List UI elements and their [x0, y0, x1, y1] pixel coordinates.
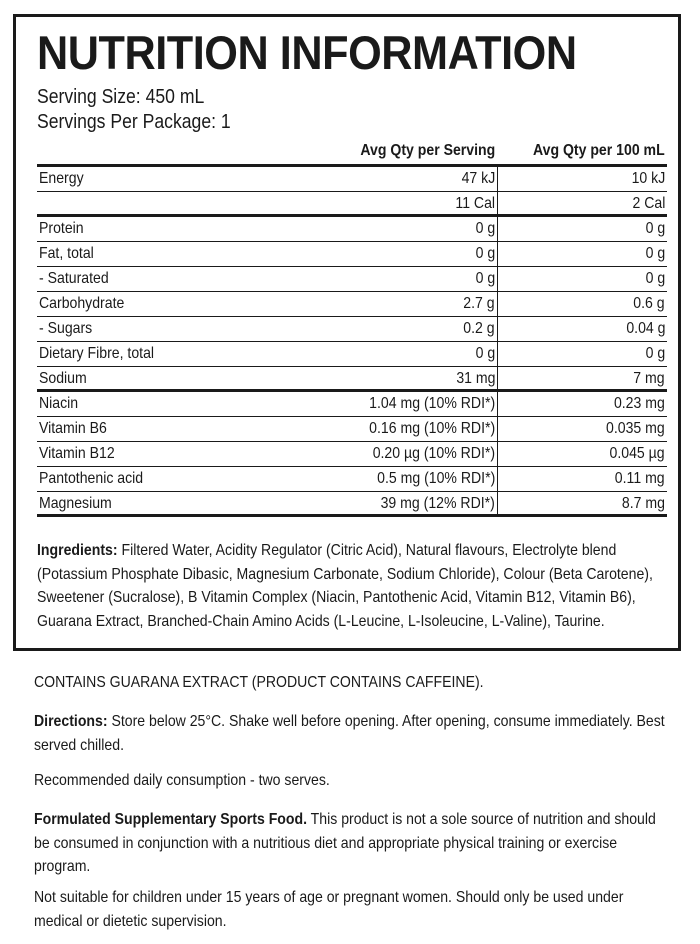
row-label: Pantothenic acid [39, 470, 144, 487]
panel-title: NUTRITION INFORMATION [37, 26, 577, 79]
row-per-100ml: 7 mg [633, 370, 665, 387]
formulated-text: This product is not a sole source of nutrition and should be consumed in conjunction with a nutritious diet and appropriate physical training or exercise program. [34, 811, 656, 875]
ingredients-list [37, 539, 671, 633]
caffeine-notice: CONTAINS GUARANA EXTRACT (PRODUCT CONTAINS CAFFEINE). [34, 674, 484, 691]
table-row [37, 417, 667, 442]
formulated-statement [34, 808, 668, 879]
row-per-100ml: 0.04 g [625, 320, 665, 337]
directions-label: Directions: [34, 713, 108, 730]
row-per-100ml: 8.7 mg [621, 495, 665, 512]
row-label: Niacin [39, 395, 79, 412]
recommended-consumption: Recommended daily consumption - two serves. [34, 772, 330, 789]
table-row [37, 292, 667, 317]
row-label: Vitamin B6 [39, 420, 107, 437]
row-label: - Saturated [39, 270, 109, 287]
row-per-serving: 0 g [475, 245, 495, 262]
row-per-100ml: 0.6 g [633, 295, 665, 312]
row-per-serving: 1.04 mg (10% RDI*) [369, 395, 495, 412]
table-row [37, 217, 667, 242]
serving-size: Serving Size: 450 mL [37, 86, 205, 108]
row-per-serving: 0 g [475, 220, 495, 237]
row-label: Energy [39, 170, 84, 187]
row-per-serving: 0 g [475, 345, 495, 362]
row-per-100ml: 10 kJ [631, 170, 665, 187]
row-per-100ml: 0.23 mg [614, 395, 665, 412]
header-per-serving: Avg Qty per Serving [360, 142, 495, 159]
row-per-serving: 31 mg [455, 370, 495, 387]
table-row [37, 392, 667, 417]
row-per-100ml: 2 Cal [632, 195, 665, 212]
row-per-100ml: 0.035 mg [606, 420, 665, 437]
table-row [37, 442, 667, 467]
table-row [37, 242, 667, 267]
table-row [37, 342, 667, 367]
table-header-row [37, 139, 667, 167]
row-per-100ml: 0 g [645, 270, 665, 287]
row-label: Carbohydrate [39, 295, 125, 312]
row-per-serving: 0.16 mg (10% RDI*) [369, 420, 495, 437]
row-per-100ml: 0 g [645, 345, 665, 362]
row-label: Sodium [39, 370, 87, 387]
row-label: - Sugars [39, 320, 93, 337]
table-row [37, 467, 667, 492]
row-per-serving: 2.7 g [463, 295, 495, 312]
table-row [37, 267, 667, 292]
header-per-100ml: Avg Qty per 100 mL [533, 142, 665, 159]
directions [34, 710, 668, 757]
row-label: Magnesium [39, 495, 112, 512]
row-per-serving: 39 mg (12% RDI*) [380, 495, 495, 512]
row-per-100ml: 0 g [645, 220, 665, 237]
directions-text: Store below 25°C. Shake well before opening. After opening, consume immediately. Best served chilled. [34, 713, 665, 754]
nutrition-panel [13, 14, 681, 651]
table-row [37, 192, 667, 217]
row-per-serving: 0.5 mg (10% RDI*) [376, 470, 495, 487]
row-per-serving: 0.2 g [463, 320, 495, 337]
ingredients-text: Filtered Water, Acidity Regulator (Citric Acid), Natural flavours, Electrolyte blend (Potassium Phosphate Dibasic, Magnesium Carbonate, Sodium Chloride), Colour (Beta Carotene), Sweetener (Sucralose), B Vitamin Complex (Niacin, Pantothenic Acid, Vitamin B12, Vitamin B6), Guarana Extract, Branched-Chain Amino Acids (L-Leucine, L-Isoleucine, L-Valine), Taurine. [37, 542, 653, 630]
row-per-100ml: 0 g [645, 245, 665, 262]
suitability-warning: Not suitable for children under 15 years of age or pregnant women. Should only be used under medical or dietetic supervision. [34, 889, 624, 930]
row-per-100ml: 0.045 µg [609, 445, 665, 462]
nutrition-table [37, 139, 667, 517]
row-label: Protein [39, 220, 84, 237]
table-row [37, 492, 667, 517]
row-per-serving: 0.20 µg (10% RDI*) [372, 445, 495, 462]
row-label: Dietary Fibre, total [39, 345, 155, 362]
servings-per-package: Servings Per Package: 1 [37, 111, 231, 133]
row-label: Fat, total [39, 245, 94, 262]
row-per-serving: 11 Cal [455, 195, 495, 212]
formulated-label: Formulated Supplementary Sports Food. [34, 811, 308, 828]
row-per-serving: 47 kJ [461, 170, 495, 187]
ingredients-label: Ingredients: [37, 542, 118, 559]
table-row [37, 167, 667, 192]
table-row [37, 367, 667, 392]
table-row [37, 317, 667, 342]
row-label: Vitamin B12 [39, 445, 115, 462]
row-per-serving: 0 g [475, 270, 495, 287]
row-per-100ml: 0.11 mg [615, 470, 665, 487]
